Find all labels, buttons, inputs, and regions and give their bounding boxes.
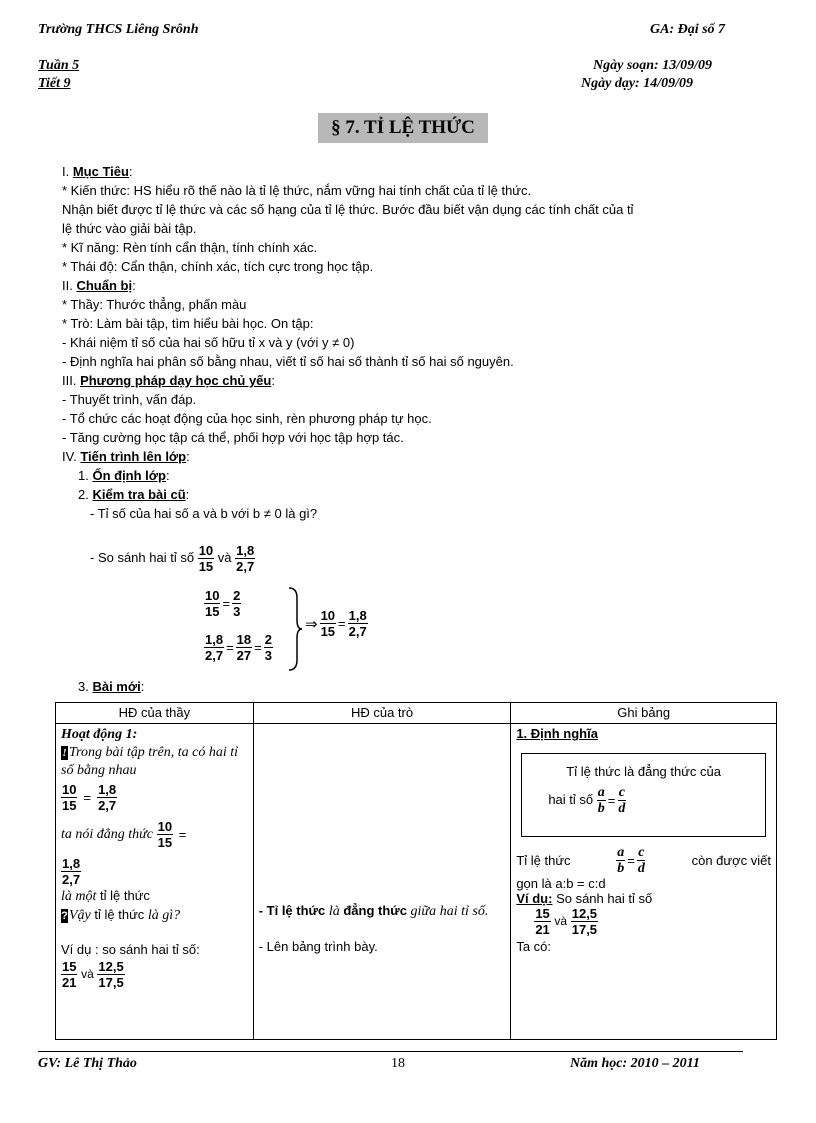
footer-year: Năm học: 2010 – 2011 bbox=[570, 1056, 700, 1071]
section-heading bbox=[62, 371, 782, 390]
denominator: 21 bbox=[535, 922, 550, 937]
teacher-cell bbox=[56, 724, 254, 1040]
definition-text-2 bbox=[522, 785, 765, 816]
heading-colon: : bbox=[140, 679, 145, 694]
fraction bbox=[97, 959, 124, 990]
answer-part: là bbox=[328, 904, 340, 919]
numerator: 1,8 bbox=[205, 632, 224, 647]
page-title bbox=[318, 113, 488, 143]
numerator: 12,5 bbox=[571, 906, 598, 921]
denominator: 3 bbox=[233, 604, 241, 619]
fraction bbox=[236, 632, 252, 663]
equals-sign: = bbox=[254, 640, 262, 655]
board-cell bbox=[511, 724, 777, 1040]
answer-part: đẳng thức bbox=[343, 903, 407, 918]
teacher-line: là một bbox=[61, 889, 97, 904]
definition-text: Tỉ lệ thức là đẳng thức của bbox=[566, 764, 722, 779]
denominator: 15 bbox=[157, 835, 173, 850]
and-word: và bbox=[554, 913, 568, 928]
equation-row-2 bbox=[204, 632, 273, 663]
definition-line: hai tỉ số bbox=[548, 791, 594, 807]
teacher-line: là gì? bbox=[147, 908, 181, 923]
section-title: Mục Tiêu bbox=[72, 164, 129, 179]
section-title: Tiến trình lên lớp bbox=[80, 449, 187, 464]
student-answer: - Lên bảng trình bày. bbox=[258, 939, 378, 954]
col-header-teacher: HĐ của thầy bbox=[56, 703, 254, 724]
section-heading bbox=[62, 447, 782, 466]
heading-colon: : bbox=[132, 278, 136, 293]
and-word: và bbox=[81, 966, 94, 981]
heading-colon: : bbox=[165, 468, 170, 483]
subject-label: GA: Đại số 7 bbox=[650, 22, 726, 37]
denominator: d bbox=[618, 801, 626, 816]
fraction bbox=[61, 782, 77, 813]
fraction bbox=[61, 856, 81, 887]
numerator: 1,8 bbox=[348, 608, 367, 623]
example-line bbox=[516, 891, 771, 906]
denominator: 15 bbox=[320, 624, 336, 639]
equation bbox=[61, 959, 248, 990]
period-label: Tiết 9 bbox=[38, 76, 71, 91]
lesson-table bbox=[55, 702, 777, 1040]
numerator: 12,5 bbox=[98, 959, 124, 974]
sub-number: 1. bbox=[78, 468, 93, 483]
numerator: 10 bbox=[198, 543, 214, 558]
sub-heading bbox=[62, 485, 782, 504]
fraction bbox=[348, 608, 368, 639]
prep-line: - Khái niệm tỉ số của hai số hữu tỉ x và y (với y ≠ 0) bbox=[62, 335, 355, 350]
fraction bbox=[597, 785, 606, 816]
student-answer bbox=[259, 902, 506, 921]
section-objectives bbox=[62, 162, 782, 523]
denominator: 21 bbox=[62, 975, 77, 990]
denominator: 27 bbox=[236, 648, 252, 663]
equation bbox=[516, 906, 771, 937]
activity-title: Hoạt động 1: bbox=[61, 727, 138, 742]
heading-colon: : bbox=[185, 487, 190, 502]
compare-text: - So sánh hai tỉ số bbox=[90, 549, 195, 565]
note-part: Tỉ lệ thức bbox=[516, 853, 571, 868]
fraction bbox=[320, 608, 336, 639]
objective-line: lệ thức vào giải bài tập. bbox=[62, 221, 197, 236]
denominator: 2,7 bbox=[62, 872, 81, 887]
denominator: 2,7 bbox=[205, 648, 224, 663]
denominator: b bbox=[597, 801, 605, 816]
prep-line: - Định nghĩa hai phân số bằng nhau, viết tỉ số hai số thành tỉ số hai số nguyên. bbox=[62, 354, 514, 369]
numerator: a bbox=[597, 785, 605, 800]
check-question: - Tỉ số của hai số a và b với b ≠ 0 là gì? bbox=[90, 506, 318, 521]
sub-number: 2. bbox=[78, 487, 93, 502]
fraction bbox=[232, 588, 241, 619]
denominator: 2,7 bbox=[348, 624, 367, 639]
fraction bbox=[157, 819, 173, 850]
fraction bbox=[616, 845, 625, 876]
equation-result bbox=[303, 608, 368, 639]
col-header-student: HĐ của trò bbox=[253, 703, 511, 724]
right-brace-icon bbox=[287, 586, 303, 672]
numerator: c bbox=[638, 845, 645, 860]
sub-heading bbox=[62, 466, 782, 485]
teacher-line: Vậy bbox=[69, 908, 91, 923]
fraction bbox=[61, 959, 77, 990]
numerator: 15 bbox=[535, 906, 550, 921]
numerator: 2 bbox=[264, 632, 272, 647]
heading-colon: : bbox=[271, 373, 275, 388]
denominator: 2,7 bbox=[98, 798, 117, 813]
teacher-line: Trong bài tập trên, ta có hai tỉ số bằng nhau bbox=[61, 745, 239, 778]
method-line: - Tăng cường học tập cá thể, phối hợp với học tập hợp tác. bbox=[62, 430, 404, 445]
fraction-wrap bbox=[61, 856, 248, 887]
fraction bbox=[637, 845, 646, 876]
fraction bbox=[97, 782, 117, 813]
note-part: còn được viết bbox=[691, 853, 771, 868]
fraction bbox=[235, 543, 255, 574]
section-title: Phương pháp dạy học chủ yếu bbox=[80, 373, 272, 388]
teacher-text bbox=[61, 887, 248, 906]
denominator: d bbox=[637, 861, 645, 876]
sub-heading bbox=[78, 677, 144, 696]
equals-sign: = bbox=[178, 826, 187, 842]
definition-title: 1. Định nghĩa bbox=[516, 726, 598, 741]
equation-row-1 bbox=[204, 588, 241, 619]
note-line bbox=[516, 845, 771, 876]
fraction bbox=[571, 906, 598, 937]
fraction bbox=[617, 785, 626, 816]
teacher-line: ta nói đẳng thức bbox=[61, 826, 154, 842]
section-number: I. bbox=[62, 164, 73, 179]
denominator: 15 bbox=[205, 604, 220, 619]
prep-date: Ngày soạn: 13/09/09 bbox=[593, 58, 712, 73]
equals-sign: = bbox=[83, 789, 92, 805]
section-number: IV. bbox=[62, 449, 81, 464]
denominator: 17,5 bbox=[571, 922, 598, 937]
objective-line: * Thái độ: Cẩn thận, chính xác, tích cực trong học tập. bbox=[62, 259, 374, 274]
page-title-text: § 7. TỈ LỆ THỨC bbox=[331, 117, 475, 138]
student-cell bbox=[253, 724, 511, 1040]
numerator: 1,8 bbox=[236, 543, 255, 558]
exclamation-icon: ! bbox=[62, 747, 67, 759]
week-label: Tuần 5 bbox=[38, 58, 80, 73]
fraction bbox=[204, 632, 224, 663]
teacher-example: Ví dụ : so sánh hai tỉ số: bbox=[61, 942, 200, 957]
prep-line: * Trò: Làm bài tập, tìm hiểu bài học. On tập: bbox=[62, 316, 314, 331]
implies-arrow-icon: ⇒ bbox=[305, 615, 318, 633]
denominator: 15 bbox=[62, 798, 77, 813]
sub-title: Bài mới bbox=[92, 679, 141, 694]
section-heading bbox=[62, 276, 782, 295]
numerator: a bbox=[617, 845, 625, 860]
answer-part: - Tỉ lệ thức bbox=[258, 903, 326, 918]
equals-sign: = bbox=[226, 640, 234, 655]
sub-title: Kiểm tra bài cũ bbox=[92, 487, 186, 502]
method-line: - Thuyết trình, vấn đáp. bbox=[62, 392, 197, 407]
denominator: 17,5 bbox=[98, 975, 124, 990]
fraction bbox=[264, 632, 273, 663]
fraction bbox=[198, 543, 214, 574]
taco-text: Ta có: bbox=[516, 939, 552, 954]
section-title: Chuẩn bị bbox=[76, 278, 133, 293]
denominator: b bbox=[617, 861, 625, 876]
sub-number: 3. bbox=[78, 679, 93, 694]
fraction bbox=[534, 906, 550, 937]
equals-sign: = bbox=[338, 616, 346, 631]
numerator: 15 bbox=[62, 959, 77, 974]
example-label: Ví dụ: bbox=[516, 891, 553, 906]
numerator: 10 bbox=[205, 588, 220, 603]
definition-box bbox=[521, 753, 766, 837]
and-word: và bbox=[217, 549, 232, 565]
numerator: 2 bbox=[233, 588, 241, 603]
table-row bbox=[56, 724, 777, 1040]
answer-part: giữa bbox=[410, 904, 437, 919]
fraction bbox=[204, 588, 220, 619]
denominator: 15 bbox=[198, 559, 214, 574]
example-text: So sánh hai tỉ số bbox=[556, 891, 653, 906]
numerator: 1,8 bbox=[98, 782, 117, 797]
note-line-2: gọn là a:b = c:d bbox=[516, 876, 606, 891]
table-header-row bbox=[56, 703, 777, 724]
footer-divider bbox=[38, 1051, 743, 1052]
col-header-board: Ghi bảng bbox=[511, 703, 777, 724]
teach-date: Ngày dạy: 14/09/09 bbox=[581, 76, 693, 91]
footer-teacher: GV: Lê Thị Thảo bbox=[38, 1056, 137, 1071]
teacher-text bbox=[61, 744, 248, 780]
term-label: tỉ lệ thức bbox=[94, 907, 145, 922]
numerator: 10 bbox=[320, 608, 336, 623]
page-number: 18 bbox=[391, 1056, 405, 1071]
numerator: 10 bbox=[157, 819, 173, 834]
teacher-text bbox=[61, 819, 248, 850]
numerator: 1,8 bbox=[62, 856, 81, 871]
teacher-text bbox=[61, 906, 248, 925]
question-icon: ? bbox=[61, 910, 68, 922]
equation bbox=[61, 782, 248, 813]
objective-line: * Kĩ năng: Rèn tính cẩn thận, tính chính xác. bbox=[62, 240, 318, 255]
sub-title: Ổn định lớp bbox=[92, 468, 166, 483]
note-fraction bbox=[616, 845, 646, 876]
school-name: Trường THCS Liêng Srônh bbox=[38, 22, 199, 37]
term-label: tỉ lệ thức bbox=[100, 888, 150, 903]
prep-line: * Thầy: Thước thẳng, phấn màu bbox=[62, 297, 247, 312]
numerator: c bbox=[618, 785, 625, 800]
method-line: - Tổ chức các hoạt động của học sinh, rèn phương pháp tự học. bbox=[62, 411, 432, 426]
heading-colon: : bbox=[128, 164, 133, 179]
equals-sign: = bbox=[607, 793, 616, 808]
denominator: 2,7 bbox=[236, 559, 255, 574]
section-number: III. bbox=[62, 373, 81, 388]
equals-sign: = bbox=[222, 596, 231, 611]
objective-line: * Kiến thức: HS hiểu rõ thế nào là tỉ lệ thức, nắm vững hai tính chất của tỉ lệ thức. bbox=[62, 183, 532, 198]
equals-sign: = bbox=[627, 853, 635, 868]
section-heading bbox=[62, 162, 782, 181]
numerator: 10 bbox=[62, 782, 77, 797]
section-number: II. bbox=[62, 278, 77, 293]
answer-part: hai tỉ số. bbox=[439, 904, 489, 919]
compare-line bbox=[90, 543, 255, 574]
objective-line: Nhận biết được tỉ lệ thức và các số hạng của tỉ lệ thức. Bước đầu biết vận dụng các tính chất của tỉ bbox=[62, 202, 634, 217]
heading-colon: : bbox=[186, 449, 190, 464]
numerator: 18 bbox=[236, 632, 252, 647]
denominator: 3 bbox=[264, 648, 272, 663]
